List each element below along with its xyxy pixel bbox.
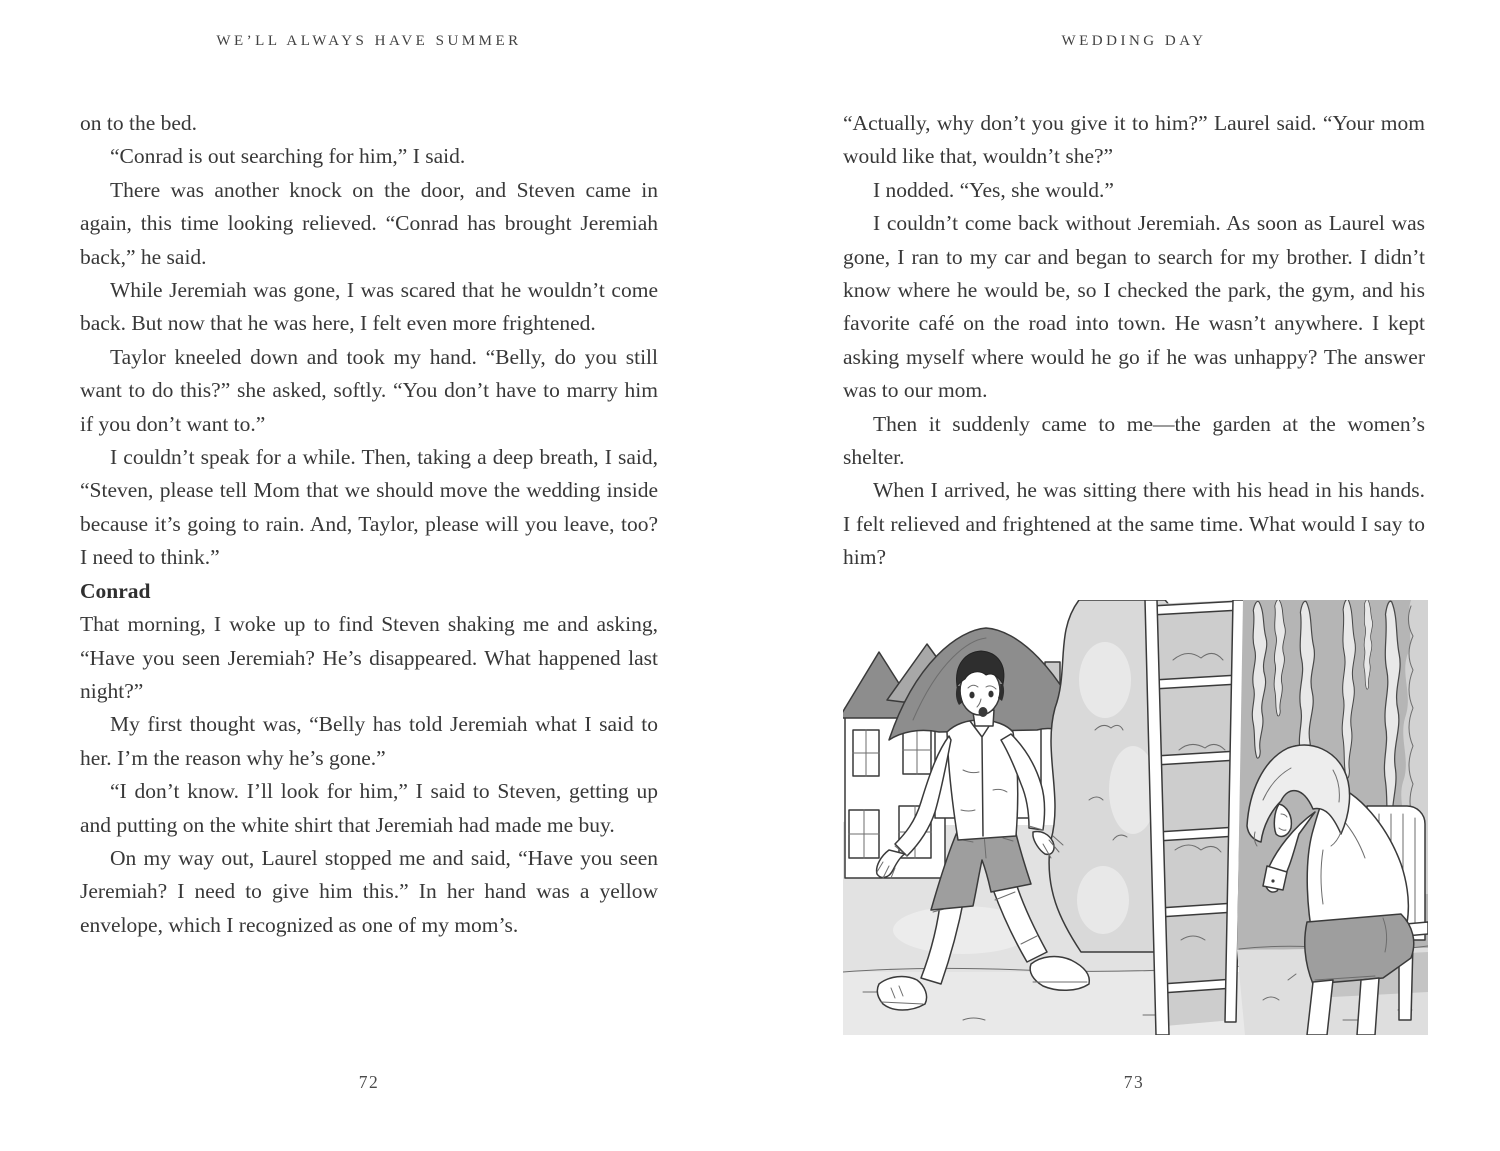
paragraph: I couldn’t come back without Jeremiah. As soon as Laurel was gone, I ran to my car and began to search for my brother. I didn’t know where he would be, so I checked the park, the gym, and his favorite café on the road into town. He wasn’t anywhere. I kept asking myself where would he go if he was unhappy? The answer was to our mom.	[843, 211, 1425, 403]
body-text-right	[843, 107, 1425, 575]
paragraph: “Conrad is out searching for him,” I said.	[110, 144, 466, 169]
page-number-left: 72	[358, 1072, 380, 1092]
paragraph: That morning, I woke up to find Steven shaking me and asking, “Have you seen Jeremiah? He’s disappeared. What happened last night?”	[80, 612, 658, 703]
paragraph: on to the bed.	[80, 111, 198, 135]
body-text-left	[80, 107, 658, 942]
paragraph: When I arrived, he was sitting there with his head in his hands. I felt relieved and frightened at the same time. What would I say to him?	[843, 478, 1425, 570]
running-header-right: WEDDING DAY	[1061, 33, 1207, 49]
paragraph: “I don’t know. I’ll look for him,” I said to Steven, getting up and putting on the white shirt that Jeremiah had made me buy.	[80, 779, 658, 837]
paragraph: Then it suddenly came to me—the garden at the women’s shelter.	[843, 411, 1425, 470]
paragraph: Taylor kneeled down and took my hand. “Belly, do you still want to do this?” she asked, softly. “You don’t have to marry him if you don’t want to.”	[80, 344, 658, 436]
paragraph: While Jeremiah was gone, I was scared that he wouldn’t come back. But now that he was here, I felt even more frightened.	[80, 278, 658, 336]
paragraph: My first thought was, “Belly has told Jeremiah what I said to her. I’m the reason why he’s gone.”	[80, 712, 658, 770]
illustration-trellis-ladder	[1145, 600, 1245, 1035]
scene-illustration	[843, 600, 1428, 1035]
paragraph: There was another knock on the door, and Steven came in again, this time looking relieved. “Conrad has brought Jeremiah back,” he said.	[80, 177, 658, 269]
scene-illustration-svg	[843, 600, 1428, 1035]
section-heading-conrad: Conrad	[80, 578, 151, 603]
page-number-right: 73	[1123, 1072, 1145, 1092]
paragraph: On my way out, Laurel stopped me and said, “Have you seen Jeremiah? I need to give him this.” In her hand was a yellow envelope, which I recognized as one of my mom’s.	[80, 845, 658, 937]
paragraph: I couldn’t speak for a while. Then, taking a deep breath, I said, “Steven, please tell Mom that we should move the wedding inside because it’s going to rain. And, Taylor, please will you leave, too? I need to think.”	[80, 445, 658, 570]
paragraph: I nodded. “Yes, she would.”	[873, 177, 1114, 202]
running-header-left: WE’LL ALWAYS HAVE SUMMER	[216, 33, 522, 49]
paragraph: “Actually, why don’t you give it to him?” Laurel said. “Your mom would like that, wouldn’t she?”	[843, 111, 1425, 169]
